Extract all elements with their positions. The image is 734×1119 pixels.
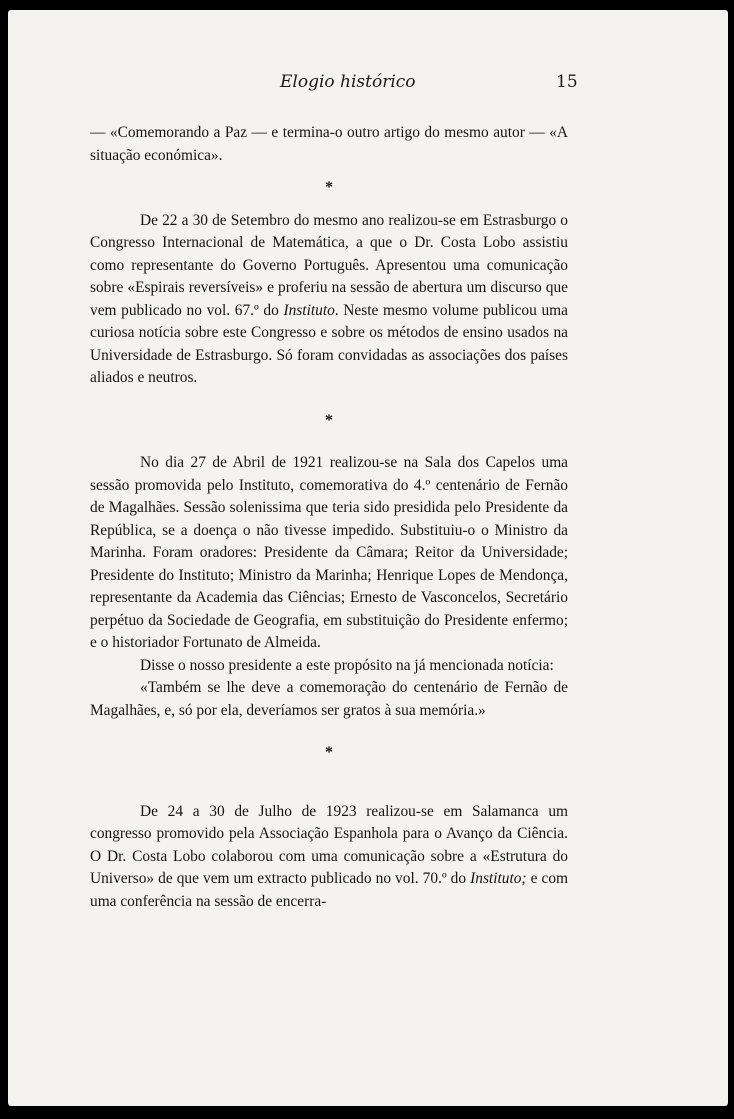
section-divider-star: * [325, 179, 333, 196]
paragraph-quotation: «Também se lhe deve a comemoração do centenário de Fernão de Magalhães, e, só por ela, deveríamos ser gratos à sua memória.» [90, 679, 568, 719]
paragraph-salamanca-congress [90, 801, 568, 914]
paragraph-magellan-session: No dia 27 de Abril de 1921 realizou-se na Sala dos Capelos uma sessão promovida pelo Instituto, comemorativa do 4.º centenário de Fernão de Magalhães. Sessão solenissima que teria sido presidida pelo Presidente da República, se a doença o não tivesse impedido. Substituiu-o o Ministro da Marinha. Foram oradores: Presidente da Câmara; Reitor da Universidade; Presidente do Instituto; Ministro da Marinha; Henrique Lopes de Mendonça, representante da Academia das Ciências; Ernesto de Vasconcelos, Secretário perpétuo da Sociedade de Geografia, em substituição do Presidente enfermo; e o historiador Fortunato de Almeida. [90, 454, 568, 651]
book-page [8, 10, 728, 1106]
paragraph-strasbourg-congress [90, 210, 568, 390]
italic-text: Instituto [283, 301, 335, 319]
page-header [90, 72, 728, 98]
paragraph-text: De 22 a 30 de Setembro do mesmo ano realizou-se em Estrasburgo o Congresso Internacional de Matemática, a que o Dr. Costa Lobo assistiu como representante do Governo Português. Apresentou uma comunicação sobre «Espirais reversíveis» e proferiu na sessão de abertura um discurso que vem publicado no vol. 67.º do [90, 211, 568, 319]
paragraph-text: . Neste mesmo volume publicou uma curiosa notícia sobre este Congresso e sobre os métodos de ensino usados na Universidade de Estrasburgo. Só foram convidadas as associações dos países aliados e neutros. [90, 301, 568, 386]
section-divider-star: * [325, 744, 333, 761]
section-divider-star: * [325, 411, 333, 429]
running-title: Elogio histórico [280, 72, 416, 92]
paragraph-continuation: — «Comemorando a Paz — e termina-o outro artigo do mesmo autor — «A situação económica». [90, 124, 568, 164]
italic-text: Instituto; [470, 870, 527, 887]
paragraph-president-remark: Disse o nosso presidente a este propósito na já mencionada notícia: [140, 656, 554, 674]
paragraph-text: e com uma conferência na sessão de encerra- [90, 870, 568, 910]
body-text [90, 122, 568, 913]
paragraph-text: De 24 a 30 de Julho de 1923 realizou-se em Salamanca um congresso promovido pela Associação Espanhola para o Avanço da Ciência. O Dr. Costa Lobo colaborou com uma comunicação sobre a «Estrutura do Universo» de que vem um extracto publicado no vol. 70.º do [90, 802, 568, 887]
page-number: 15 [556, 72, 578, 92]
